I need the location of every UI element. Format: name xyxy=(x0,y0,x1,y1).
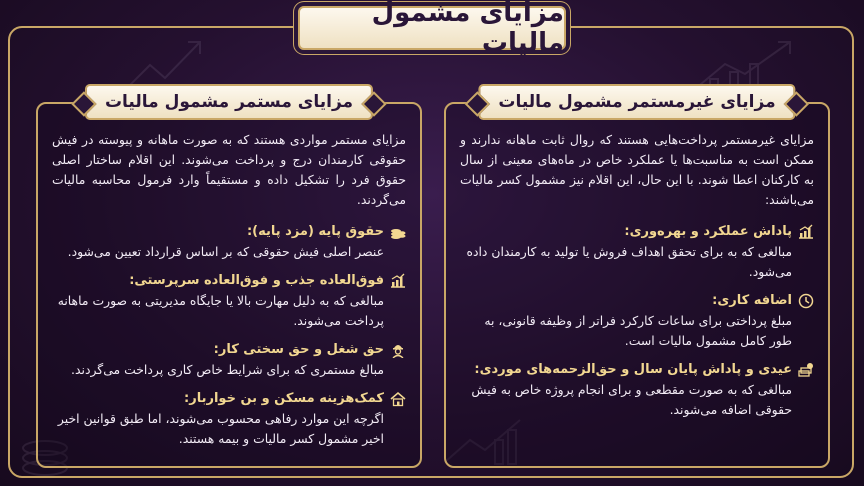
item-heading: عیدی و پاداش پایان سال و حق‌الزحمه‌های موردی: xyxy=(474,362,792,377)
intro-text: مزایای مستمر مواردی هستند که به صورت ماهانه و پیوسته در فیش حقوقی کارمندان درج و پرداخت می‌شوند. این اقلام ساختار اصلی حقوق فرد را تشکیل داده و مستقیماً وارد فرمول محاسبه مالیات می‌گردند. xyxy=(52,132,406,207)
panel-non-continuous-benefits xyxy=(444,92,830,468)
intro-text: مزایای غیرمستمر پرداخت‌هایی هستند که روال ثابت ماهانه ندارند و ممکن است به مناسبت‌ها یا عملکرد خاص در ماه‌های معینی از سال به کارکنان اعطا شوند. با این حال، این اقلام نیز مشمول کسر مالیات می‌باشند: xyxy=(460,132,814,207)
panel-content xyxy=(460,130,814,429)
item-heading: پاداش عملکرد و بهره‌وری: xyxy=(624,224,792,239)
coins-icon xyxy=(390,224,406,240)
chart-growth-icon xyxy=(390,273,406,289)
worker-icon xyxy=(390,342,406,358)
list-item xyxy=(52,389,406,449)
house-icon xyxy=(390,391,406,407)
panel-content xyxy=(52,130,406,458)
list-item xyxy=(52,271,406,331)
item-description: مبالغی که به برای تحقق اهداف فروش یا تولید به کارمندان داده می‌شود. xyxy=(466,244,792,279)
list-item xyxy=(460,291,814,351)
item-description: اگرچه این موارد رفاهی محسوب می‌شوند، اما طبق قوانین اخیر اخیر مشمول کسر مالیات و بیمه هستند. xyxy=(57,411,384,446)
item-description: مبالغی که به صورت مقطعی و برای انجام پروژه خاص به فیش حقوقی اضافه می‌شوند. xyxy=(471,382,792,417)
item-heading: کمک‌هزینه مسکن و بن خواربار: xyxy=(184,391,384,406)
item-description: مبالغ مستمری که برای شرایط خاص کاری پرداخت می‌گردند. xyxy=(71,362,384,377)
list-item xyxy=(460,222,814,282)
item-heading: حق شغل و حق سختی کار: xyxy=(213,342,384,357)
panel-title-continuous xyxy=(85,84,373,120)
page-title: مزایای مشمول مالیات xyxy=(298,6,566,50)
item-description: مبالغی که به دلیل مهارت بالا یا جایگاه مدیریتی به صورت ماهانه پرداخت می‌شوند. xyxy=(57,293,384,328)
panel-continuous-benefits xyxy=(36,92,422,468)
list-item xyxy=(460,360,814,420)
item-heading: حقوق پایه (مزد پایه): xyxy=(246,224,384,239)
item-description: مبلغ پرداختی برای ساعات کارکرد فراتر از وظیفه قانونی، به طور کامل مشمول مالیات است. xyxy=(484,313,792,348)
item-description: عنصر اصلی فیش حقوقی که بر اساس قرارداد تعیین می‌شود. xyxy=(67,244,384,259)
panel-title-non-continuous xyxy=(478,84,795,120)
item-heading: اضافه کاری: xyxy=(712,293,792,308)
money-stack-icon xyxy=(798,362,814,378)
list-item xyxy=(52,340,406,380)
chart-growth-icon xyxy=(798,224,814,240)
list-item xyxy=(52,222,406,262)
clock-icon xyxy=(798,293,814,309)
panel-title-text: مزایای مستمر مشمول مالیات xyxy=(104,92,354,112)
panel-title-text: مزایای غیرمستمر مشمول مالیات xyxy=(498,92,776,112)
item-heading: فوق‌العاده جذب و فوق‌العاده سرپرستی: xyxy=(129,273,384,288)
